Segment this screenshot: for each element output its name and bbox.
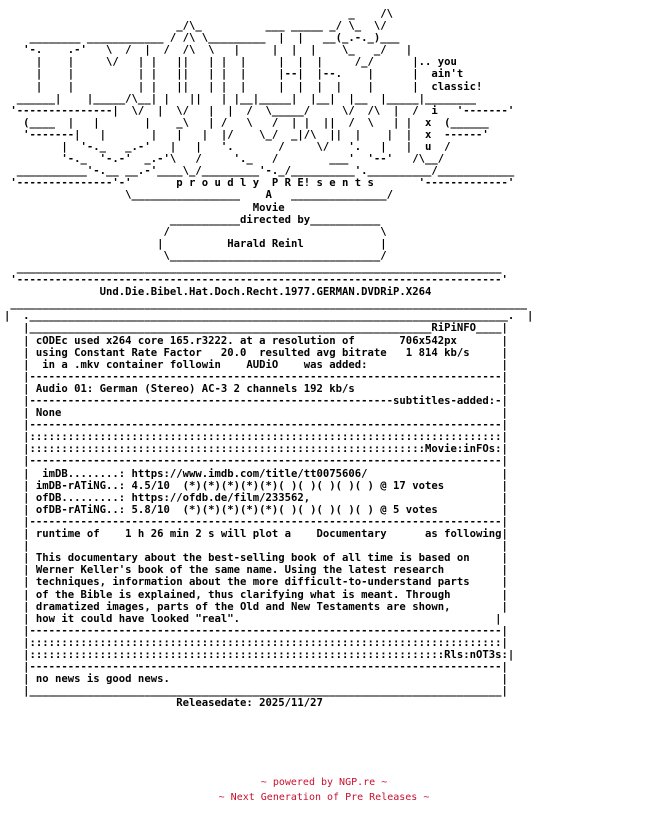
nfo-line: | Harald Reinl | <box>4 237 387 250</box>
nfo-line: |--------------------------------------------------------------------------| <box>4 370 508 383</box>
nfo-line: | This documentary about the best-selling book of all time is based on | <box>4 552 508 565</box>
nfo-line: '-._ '-.-' _.-'\ / '._ / ___' '--' /\__/ <box>4 153 445 166</box>
nfo-line: '---------------'-' p r o u d l y P R E! s e n t s '-------------' <box>4 177 515 190</box>
nfo-line: |--------------------------------------------------------------------------| <box>4 624 508 637</box>
nfo-line: ___________'-.__ __.-'____\_/_________'-._/__________'.__________/____________ <box>4 165 515 178</box>
nfo-line: '-. .-' \ / | / /\ \ | | | | \_ _/ | <box>4 44 413 57</box>
nfo-line: | | | | || | | | | | | | | | classic! <box>4 80 483 93</box>
nfo-line: ___________directed by___________ <box>4 213 381 226</box>
nfo-line: | | \/ | | || | | | | | | /_/ |.. you <box>4 56 457 69</box>
nfo-line: '----------------------------------------------------------------------------' <box>4 274 508 287</box>
nfo-line: | Audio 01: German (Stereo) AC-3 2 channels 192 kb/s | <box>4 382 508 395</box>
nfo-line: ______| |_____/\__| | || | |__|_____| |__| |__ |_____|________ <box>4 92 476 105</box>
tagline-text: ~ Next Generation of Pre Releases ~ <box>218 792 430 803</box>
nfo-line: \_________________________________/ <box>4 249 387 262</box>
nfo-line: ____________________________________________________________________________ <box>4 261 502 274</box>
nfo-line: | ofDB-rATiNG..: 5.8/10 (*)(*)(*)(*)(*)( )( )( )( )( ) @ 5 votes | <box>4 503 508 516</box>
nfo-line: | runtime of 1 h 26 min 2 s will plot a Documentary as following| <box>4 528 508 541</box>
nfo-line: |::::::::::::::::::::::::::::::::::::::::::::::::::::::::::::::::::::::::::| <box>4 431 508 444</box>
nfo-line: _/\_ ___ _____ _/ \_ \/ <box>4 20 400 33</box>
nfo-line: '-------| | | | | |/ \_/ _|/\ || | | | x ------' <box>4 128 489 141</box>
nfo-line: | techniques, information about the more difficult-to-understand parts | <box>4 576 508 589</box>
nfo-line: | None | <box>4 407 508 420</box>
nfo-line: |--------------------------------------------------------------------------| <box>4 419 508 432</box>
nfo-line: _________________________________________________________________________________ <box>4 298 527 311</box>
nfo-line: | imDB........: https://www.imdb.com/title/tt0075606/ | <box>4 467 508 480</box>
nfo-line: |--------------------------------------------------------------------------| <box>4 661 508 674</box>
nfo-line: |:::::::::::::::::::::::::::::::::::::::::::::::::::::::::::::::::Rls:nOT3s:| <box>4 648 515 661</box>
nfo-line: | '-._ _.-' | | '. / \/ '. | | u / <box>4 141 451 154</box>
nfo-line: | imDB-rATiNG..: 4.5/10 (*)(*)(*)(*)(*)( )( )( )( )( ) @ 17 votes | <box>4 479 508 492</box>
nfo-line: |--------------------------------------------------------------------------| <box>4 455 508 468</box>
powered-by-link[interactable]: ~ powered by NGP.re ~ <box>260 777 388 788</box>
nfo-line: | ofDB.........: https://ofdb.de/film/233562, | <box>4 491 508 504</box>
nfo-line: | dramatized images, parts of the Old and New Testaments are shown, | <box>4 600 508 613</box>
footer-powered-by[interactable] <box>0 777 648 788</box>
nfo-line: | cODEc used x264 core 165.r3222. at a resolution of 706x542px | <box>4 334 508 347</box>
nfo-line: | in a .mkv container followin AUDiO was added: | <box>4 358 508 371</box>
nfo-line: | .___________________________________________________________________________. | <box>4 310 534 323</box>
nfo-line: | no news is good news. | <box>4 673 508 686</box>
nfo-line: |_______________________________________________________________RiPiNFO____| <box>4 322 508 335</box>
nfo-line: | Werner Keller's book of the same name. Using the latest research | <box>4 564 508 577</box>
nfo-line: '---------------| \/ | \/ | | / \_____/ \/ /\ | / i '-------' <box>4 104 515 117</box>
nfo-line: Releasedate: 2025/11/27 <box>4 697 323 710</box>
nfo-line: | | | | || | | | |--| |--. | | ain't <box>4 68 464 81</box>
nfo-line: (____ | | | _\ | / \ / | | || / \ | | x (______ <box>4 116 489 129</box>
nfo-line: | how it could have looked "real". | <box>4 612 502 625</box>
nfo-line: ________ ____________ / /\ \_________ | | __(_.-._)___ <box>4 32 400 45</box>
nfo-line: |::::::::::::::::::::::::::::::::::::::::::::::::::::::::::::::Movie:inFOs:| <box>4 443 508 456</box>
footer-tagline <box>0 792 648 803</box>
nfo-line: |--------------------------------------------------------------------------| <box>4 515 508 528</box>
nfo-line: \_________________ A _______________/ <box>4 189 394 202</box>
nfo-line: |::::::::::::::::::::::::::::::::::::::::::::::::::::::::::::::::::::::::::| <box>4 636 508 649</box>
nfo-line: | of the Bible is explained, thus clarifying what is meant. Through | <box>4 588 508 601</box>
nfo-line: | | <box>4 540 508 553</box>
nfo-line: | using Constant Rate Factor 20.0 resulted avg bitrate 1 814 kb/s | <box>4 346 508 359</box>
nfo-line: Und.Die.Bibel.Hat.Doch.Recht.1977.GERMAN.DVDRiP.X264 <box>4 286 432 299</box>
nfo-line: Movie <box>4 201 285 214</box>
nfo-line: / \ <box>4 225 387 238</box>
nfo-line: |__________________________________________________________________________| <box>4 685 508 698</box>
nfo-line: |---------------------------------------------------------subtitles-added:-| <box>4 395 508 407</box>
nfo-text <box>4 8 533 709</box>
nfo-line: _ /\ <box>4 8 394 20</box>
